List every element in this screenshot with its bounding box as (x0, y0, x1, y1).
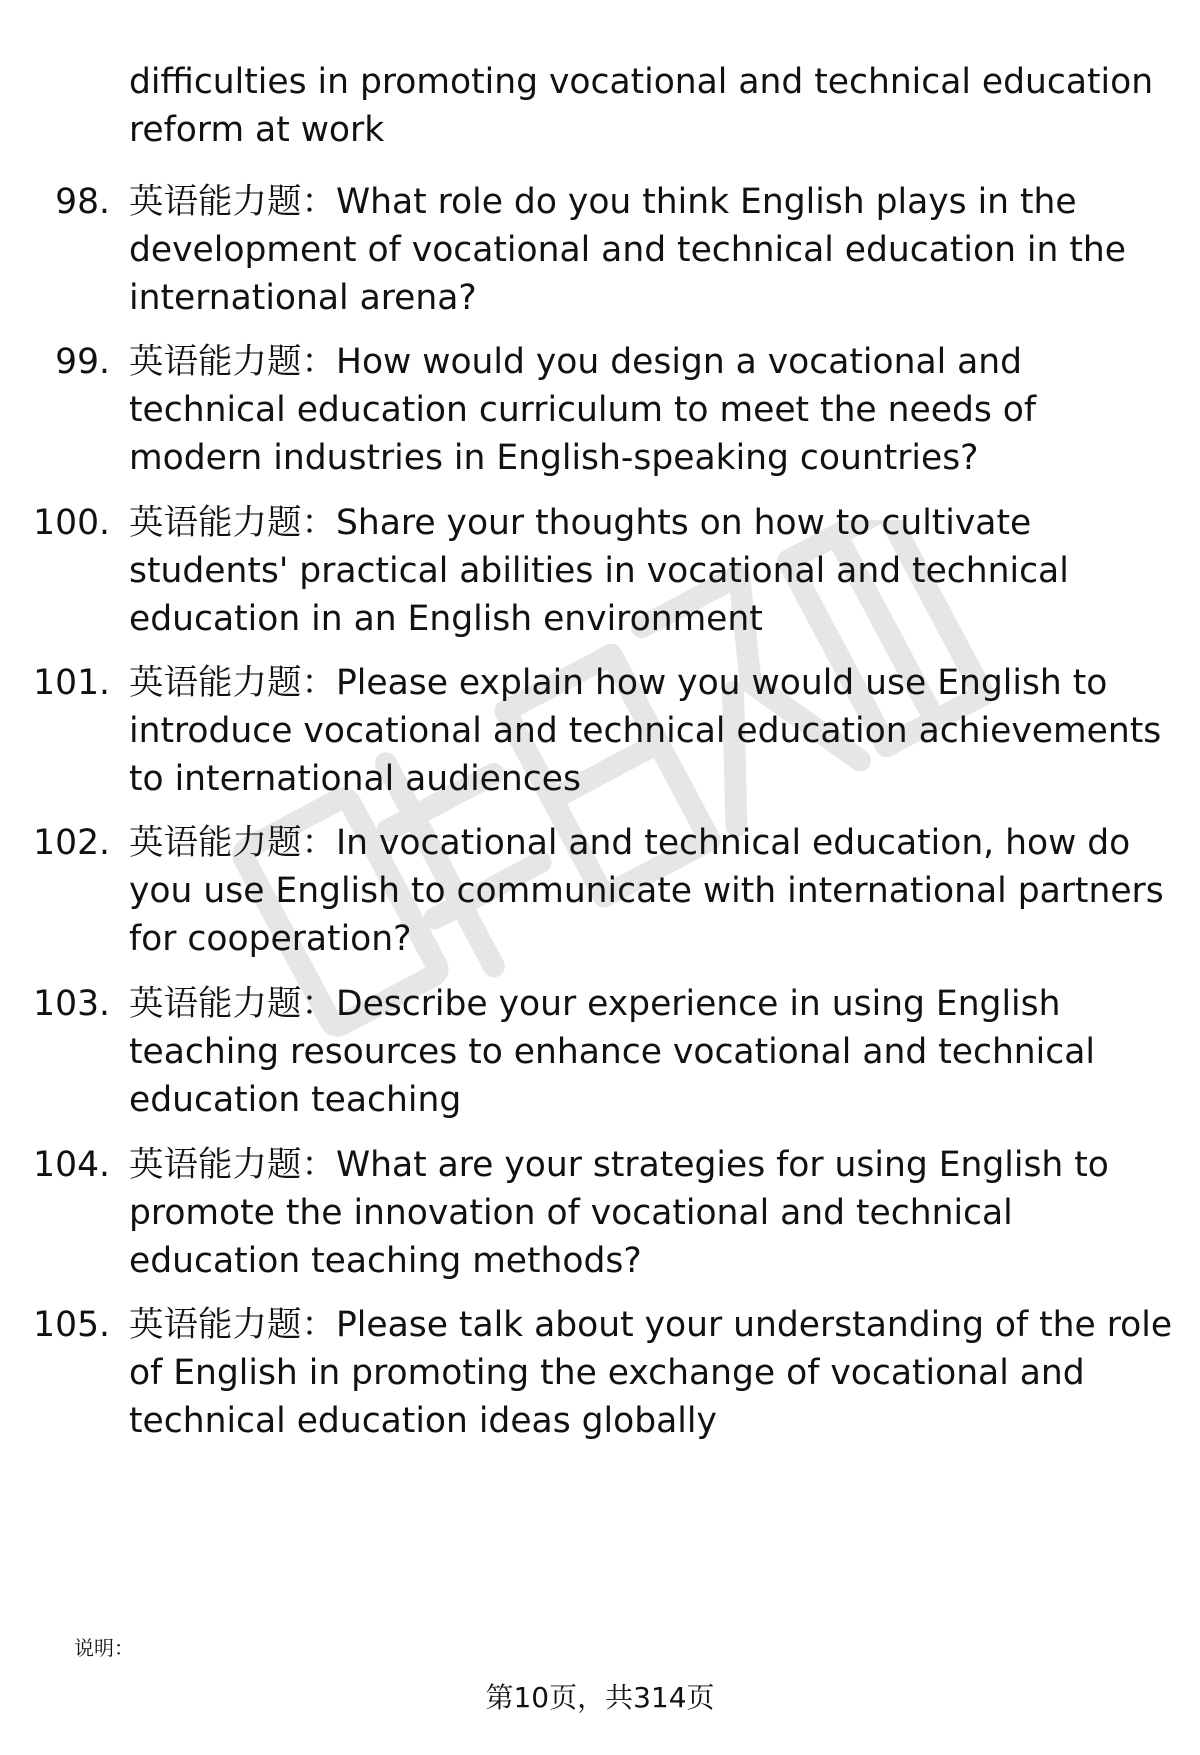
question-number: 105. (33, 1305, 110, 1345)
question-text: What role do you think English plays in the development of vocational and technical education in the international arena? (129, 182, 1126, 318)
question-tag: 英语能力题： (129, 182, 336, 222)
question-tag: 英语能力题： (129, 663, 336, 703)
question-number: 100. (33, 503, 110, 543)
question-text: What are your strategies for using English to promote the innovation of vocational and technical education teaching methods? (129, 1145, 1109, 1281)
question-tag: 英语能力题： (129, 503, 336, 543)
question-tag: 英语能力题： (129, 823, 336, 863)
question-tag: 英语能力题： (129, 1145, 336, 1185)
question-number: 103. (33, 984, 110, 1024)
question-text: Describe your experience in using English teaching resources to enhance vocational and technical education teaching (129, 984, 1095, 1120)
page-footer: 第10页，共314页 (485, 1681, 715, 1714)
question-body (129, 659, 1174, 803)
question-text: Share your thoughts on how to cultivate students' practical abilities in vocational and technical education in an English environment (129, 503, 1069, 639)
question-text: How would you design a vocational and technical education curriculum to meet the needs of modern industries in English-speaking countries? (129, 342, 1037, 478)
question-body (129, 819, 1174, 963)
question-number: 102. (33, 823, 110, 863)
question-body (129, 178, 1174, 322)
question-tag: 英语能力题： (129, 342, 336, 382)
question-text: Please explain how you would use English to introduce vocational and technical education achievements to international audiences (129, 663, 1162, 799)
question-tag: 英语能力题： (129, 1305, 336, 1345)
question-body (129, 980, 1174, 1124)
question-number: 98. (55, 182, 110, 222)
question-text: Please talk about your understanding of the role of English in promoting the exchange of vocational and technical education ideas globally (129, 1305, 1173, 1441)
question-number: 101. (33, 663, 110, 703)
question-text: In vocational and technical education, how do you use English to communicate with international partners for cooperation? (129, 823, 1164, 959)
question-body (129, 499, 1174, 643)
question-tag: 英语能力题： (129, 984, 336, 1024)
question-number: 99. (55, 342, 110, 382)
note-label: 说明： (74, 1636, 134, 1660)
question-body (129, 1141, 1174, 1285)
question-body (129, 338, 1174, 482)
question-body (129, 1301, 1174, 1445)
continued-paragraph: difficulties in promoting vocational and technical education reform at work (129, 62, 1154, 150)
question-number: 104. (33, 1145, 110, 1185)
